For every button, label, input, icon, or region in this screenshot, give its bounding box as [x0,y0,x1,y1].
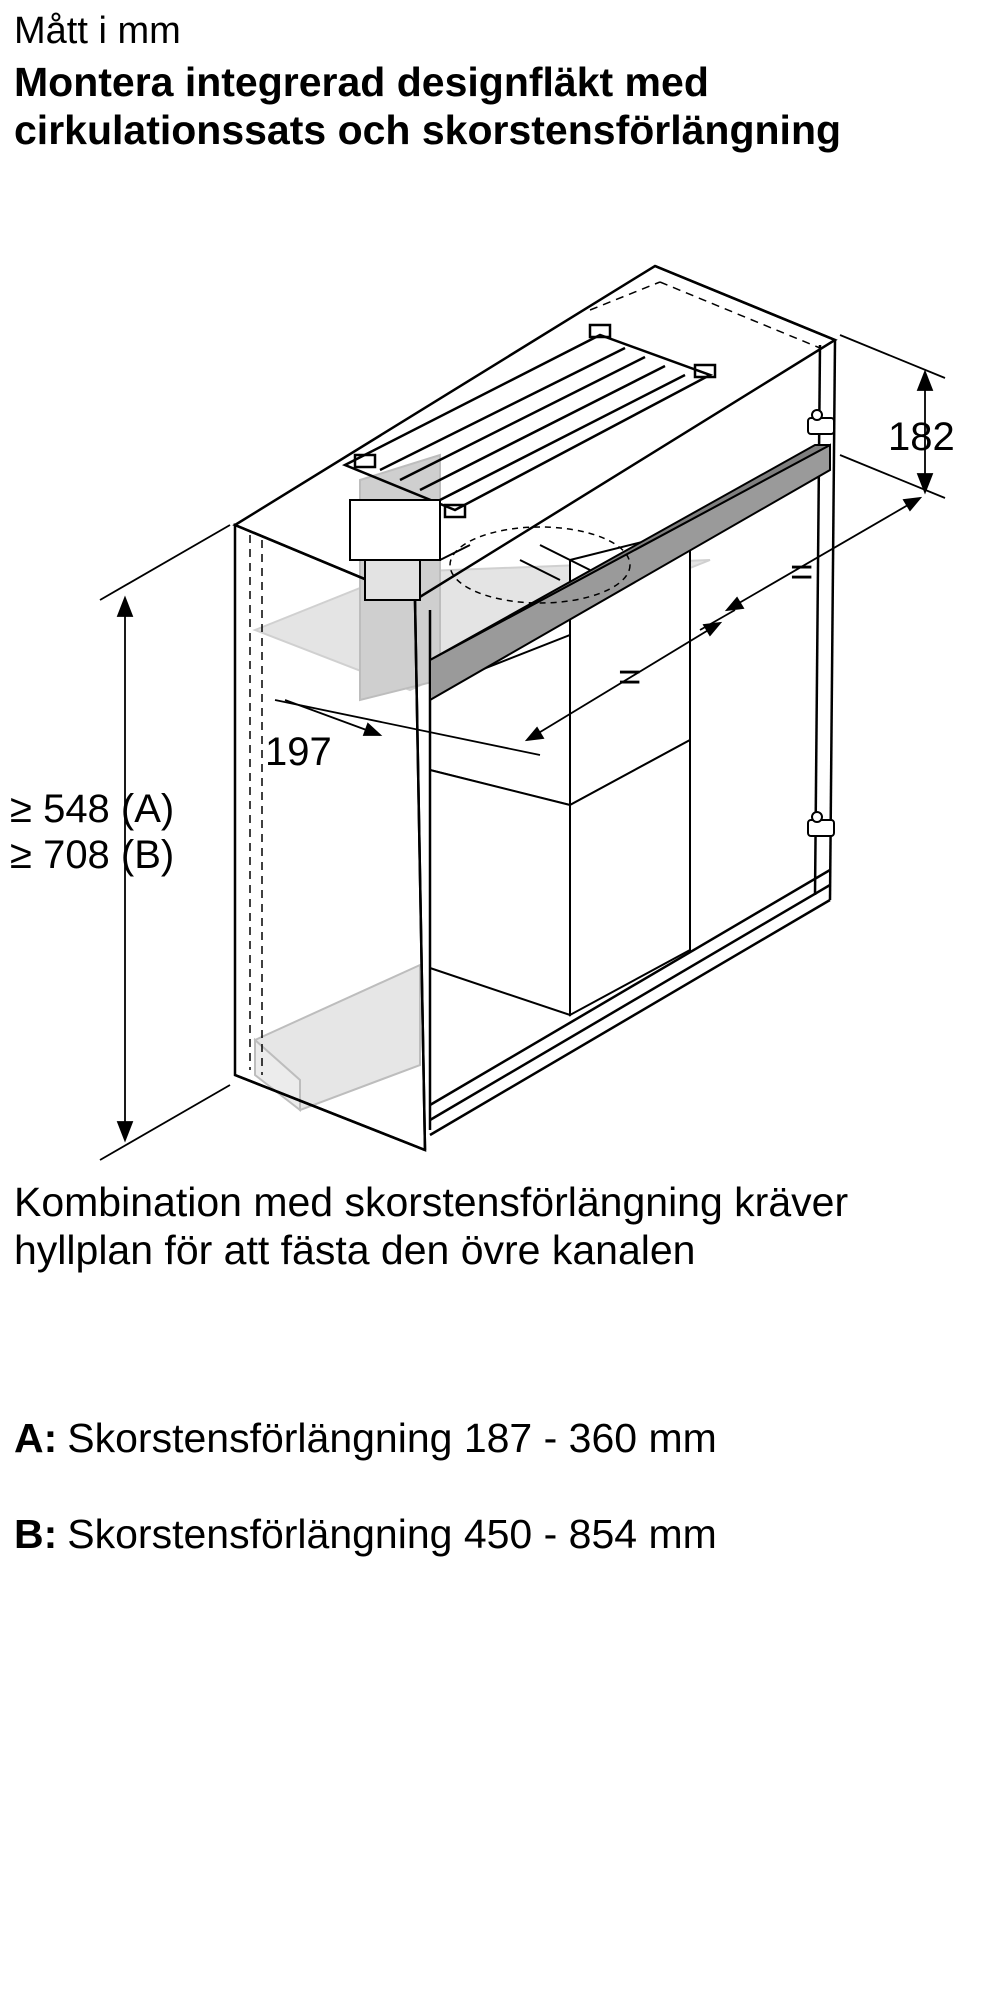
hood-grille [345,325,715,517]
page-title: Montera integrerad designfläkt med cirkulationssats och skorstensförlängning [14,59,842,153]
dim-min-height-b-label: ≥ 708 (B) [10,833,175,877]
legend-text-a: Skorstensförlängning 187 - 360 mm [67,1415,717,1461]
dim-equal-center-label: = [618,655,642,699]
dim-182-label: 182 [888,415,955,459]
legend-item-b [14,1510,717,1558]
legend-key-b: B: [14,1511,58,1557]
legend-key-a: A: [14,1415,58,1461]
dim-197-label: 197 [265,730,332,774]
page-subtitle: Mått i mm [14,10,181,52]
legend-text-b: Skorstensförlängning 450 - 854 mm [67,1511,717,1557]
dim-equal-right-lines [727,498,920,610]
hinge-top [808,410,834,434]
installation-note: Kombination med skorstensförlängning kräver hyllplan för att fästa den övre kanalen [14,1179,849,1273]
legend-item-a [14,1414,717,1462]
dim-min-height-a-label: ≥ 548 (A) [10,787,175,831]
dim-equal-right-label: = [790,550,814,594]
cabinet-installation-diagram [0,240,1000,1170]
